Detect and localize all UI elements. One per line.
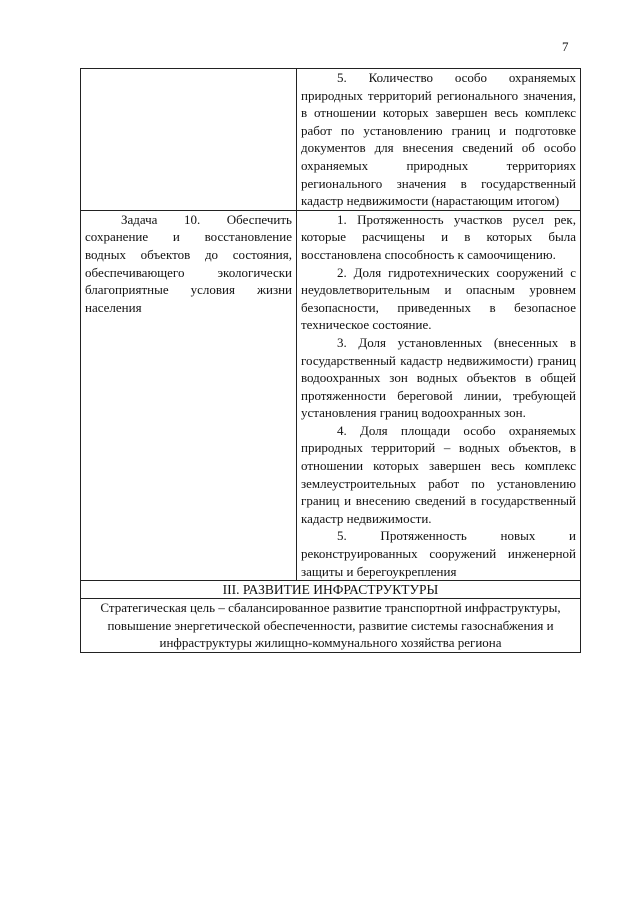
task-cell: [81, 210, 297, 580]
task-text: Задача 10. Обеспечить сохранение и восстановление водных объектов до состояния, обеспечивающего экологически благоприятные условия жизни населения: [85, 211, 292, 315]
goal-row: [81, 599, 581, 653]
strategic-goal: Стратегическая цель – сбалансированное развитие транспортной инфраструктуры, повышение энергетической обеспеченности, развитие системы газоснабжения и инфраструктуры жилищно-коммунального хозяйства региона: [81, 599, 581, 653]
strategy-table: [80, 68, 581, 653]
indicator-item: 5. Протяженность новых и реконструированных сооружений инженерной защиты и берегоукрепления: [301, 528, 576, 579]
indicators-cell: [297, 69, 581, 211]
task-cell: [81, 69, 297, 211]
table-row: [81, 210, 581, 580]
indicator-item: 5. Количество особо охраняемых природных территорий регионального значения, в отношении которых завершен весь комплекс работ по установлению границ и подготовке документов для внесения сведений об особо охраняемых природных территориях регионального значения в государственный кадастр недвижимости (нарастающим итогом): [301, 70, 576, 209]
indicator-item: 1. Протяженность участков русел рек, которые расчищены и в которых была восстановлена способность к самоочищению.: [301, 211, 576, 262]
section-title: III. РАЗВИТИЕ ИНФРАСТРУКТУРЫ: [81, 581, 581, 599]
table-row: [81, 69, 581, 211]
page-number: 7: [562, 39, 569, 54]
indicator-item: 2. Доля гидротехнических сооружений с неудовлетворительным и опасным уровнем безопасности, приведенных в безопасное техническое состояние.: [301, 264, 576, 333]
indicator-item: 4. Доля площади особо охраняемых природных территорий – водных объектов, в отношении которых завершен весь комплекс землеустроительных работ по установлению границ и внесению сведений в государственный кадастр недвижимости.: [301, 422, 576, 526]
indicator-item: 3. Доля установленных (внесенных в государственный кадастр недвижимости) границ водоохранных зон водных объектов в общей протяженности береговой линии, требующей установления границ водоохранных зон.: [301, 334, 576, 421]
section-header-row: [81, 581, 581, 599]
indicators-cell: [297, 210, 581, 580]
